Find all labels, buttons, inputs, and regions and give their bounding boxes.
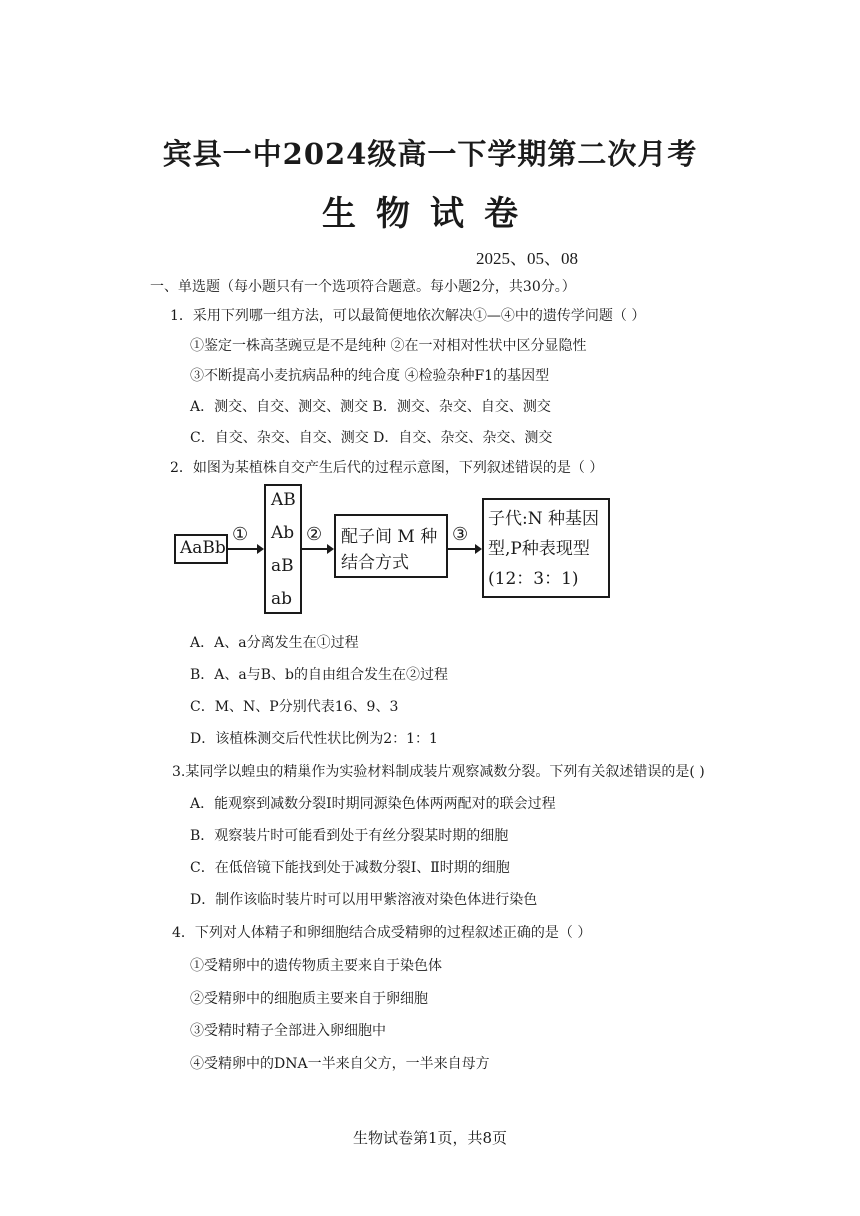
q3-option-c: C．在低倍镜下能找到处于减数分裂Ⅰ、Ⅱ时期的细胞 bbox=[190, 860, 510, 876]
subject-title: 生物试卷 bbox=[322, 194, 538, 234]
gametes-box bbox=[264, 484, 302, 614]
q2-option-d: D．该植株测交后代性状比例为2：1：1 bbox=[190, 731, 438, 747]
q3-option-d: D．制作该临时装片时可以用甲紫溶液对染色体进行染色 bbox=[190, 892, 538, 908]
section-heading: 一、单选题（每小题只有一个选项符合题意。每小题2分，共30分。） bbox=[150, 279, 576, 295]
arrow-step1 bbox=[228, 548, 262, 550]
gamete-label: Ab bbox=[271, 523, 295, 543]
gamete-label: aB bbox=[271, 556, 294, 576]
q4-item-1: ①受精卵中的遗传物质主要来自于染色体 bbox=[190, 958, 442, 974]
q2-option-a: A．A、a分离发生在①过程 bbox=[190, 635, 359, 651]
q1-items-line2: ③不断提高小麦抗病品种的纯合度 ④检验杂种F1的基因型 bbox=[190, 368, 550, 384]
q2-option-b: B．A、a与B、b的自由组合发生在②过程 bbox=[190, 667, 448, 683]
q3-stem: 3.某同学以蝗虫的精巢作为实验材料制成装片观察减数分裂。下列有关叙述错误的是( ) bbox=[172, 764, 705, 780]
combination-text-line2: 结合方式 bbox=[341, 553, 409, 573]
q2-stem: 2．如图为某植株自交产生后代的过程示意图，下列叙述错误的是（ ） bbox=[170, 460, 604, 476]
q4-item-3: ③受精时精子全部进入卵细胞中 bbox=[190, 1023, 386, 1039]
combination-text-line1: 配子间 M 种 bbox=[341, 527, 438, 547]
offspring-text-line2: 型,P种表现型 bbox=[488, 539, 590, 559]
q3-option-a: A．能观察到减数分裂Ⅰ时期同源染色体两两配对的联会过程 bbox=[190, 796, 556, 812]
q4-item-2: ②受精卵中的细胞质主要来自于卵细胞 bbox=[190, 991, 428, 1007]
parent-genotype-label: AaBb bbox=[180, 538, 226, 558]
arrow-step2 bbox=[302, 548, 332, 550]
q1-items-line1: ①鉴定一株高茎豌豆是不是纯种 ②在一对相对性状中区分显隐性 bbox=[190, 338, 587, 354]
combination-box bbox=[334, 514, 448, 578]
exam-title: 宾县一中2024级高一下学期第二次月考 bbox=[162, 137, 698, 171]
breeding-process-diagram bbox=[170, 484, 610, 614]
q1-options-line1: A．测交、自交、测交、测交 B．测交、杂交、自交、测交 bbox=[190, 399, 551, 415]
gamete-label: ab bbox=[271, 589, 293, 609]
parent-genotype-box bbox=[174, 534, 228, 564]
step3-marker: ③ bbox=[452, 524, 469, 545]
offspring-text-line1: 子代:N 种基因 bbox=[488, 509, 600, 529]
q2-option-c: C．M、N、P分别代表16、9、3 bbox=[190, 699, 399, 715]
gamete-label: AB bbox=[271, 490, 296, 510]
q1-options-line2: C．自交、杂交、自交、测交 D．自交、杂交、杂交、测交 bbox=[190, 430, 553, 446]
q3-option-b: B．观察装片时可能看到处于有丝分裂某时期的细胞 bbox=[190, 828, 509, 844]
arrow-step3 bbox=[448, 548, 480, 550]
q4-item-4: ④受精卵中的DNA一半来自父方，一半来自母方 bbox=[190, 1056, 490, 1072]
offspring-box bbox=[482, 498, 610, 598]
step2-marker: ② bbox=[306, 524, 323, 545]
exam-date: 2025、05、08 bbox=[476, 249, 578, 268]
q1-stem: 1．采用下列哪一组方法，可以最简便地依次解决①—④中的遗传学问题（ ） bbox=[170, 308, 646, 324]
q4-stem: 4．下列对人体精子和卵细胞结合成受精卵的过程叙述正确的是（ ） bbox=[172, 925, 592, 941]
step1-marker: ① bbox=[232, 524, 249, 545]
page-footer: 生物试卷第1页，共8页 bbox=[352, 1129, 508, 1147]
offspring-ratio: (12：3：1) bbox=[488, 569, 579, 589]
